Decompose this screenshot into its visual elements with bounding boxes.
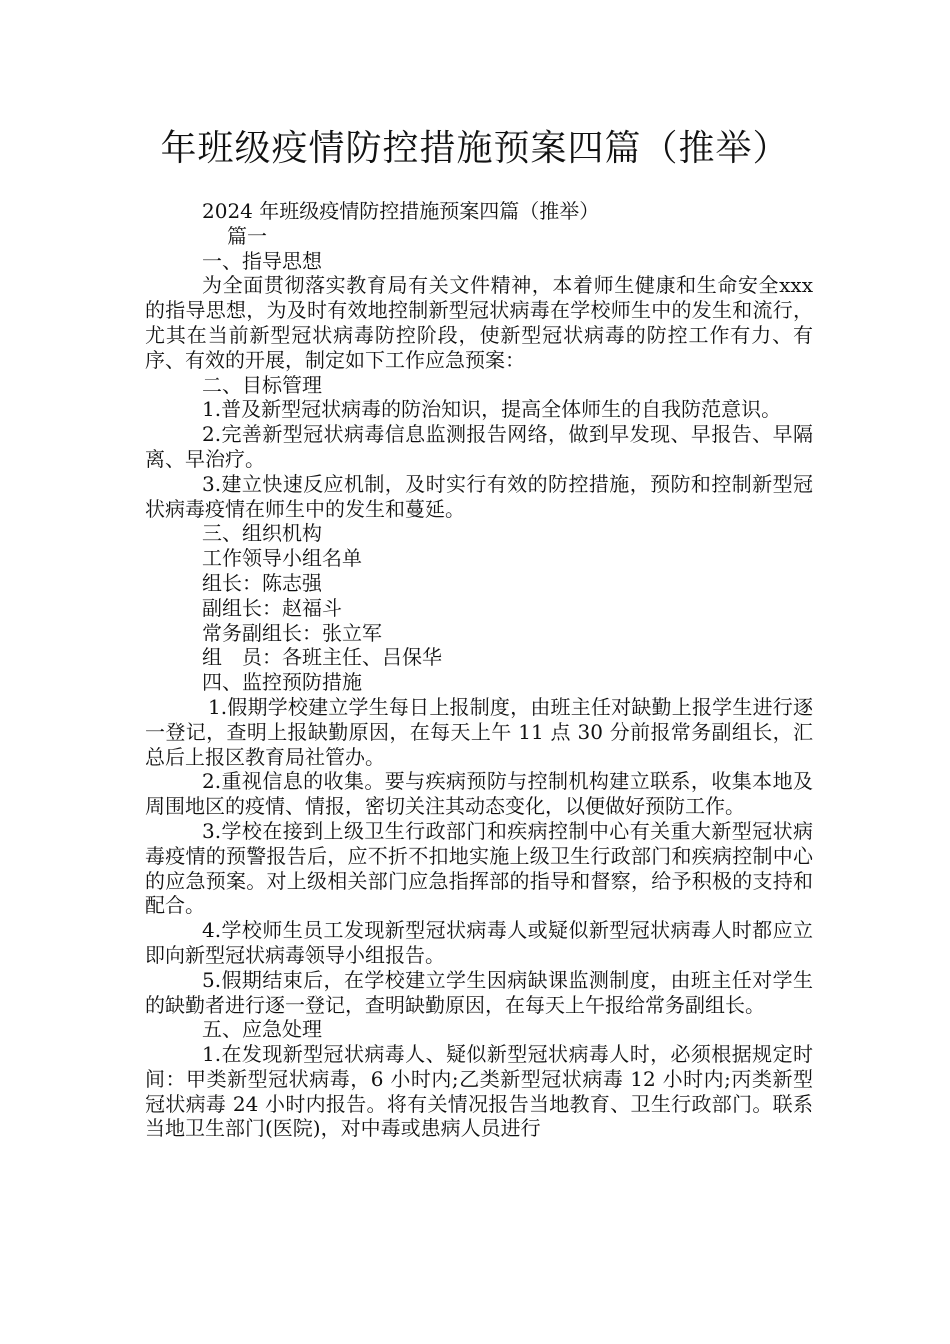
section-heading: 一、指导思想 xyxy=(202,248,322,273)
paragraph: 4.学校师生员工发现新型冠状病毒人或疑似新型冠状病毒人时都应立即向新型冠状病毒领导小组报告。 xyxy=(145,918,813,967)
paragraph: 1.普及新型冠状病毒的防治知识，提高全体师生的自我防范意识。 xyxy=(202,397,782,422)
paragraph: 3.建立快速反应机制，及时实行有效的防控措施，预防和控制新型冠状病毒疫情在师生中的发生和蔓延。 xyxy=(145,471,813,521)
section-heading: 二、目标管理 xyxy=(202,372,322,397)
document-title: 年班级疫情防控措施预案四篇（推举） xyxy=(160,128,790,169)
paragraph: 2.完善新型冠状病毒信息监测报告网络，做到早发现、早报告、早隔离、早治疗。 xyxy=(145,422,813,471)
section-heading: 三、组织机构 xyxy=(202,521,322,546)
paragraph: 为全面贯彻落实教育局有关文件精神，本着师生健康和生命安全xxx 的指导思想，为及时有效地控制新型冠状病毒在学校师生中的发生和流行，尤其在当前新型冠状病毒防控阶段，使新型冠状病毒的防控工作有力、有序、有效的开展，制定如下工作应急预案： xyxy=(145,273,813,372)
paragraph: 2.重视信息的收集。要与疾病预防与控制机构建立联系，收集本地及周围地区的疫情、情报，密切关注其动态变化，以便做好预防工作。 xyxy=(145,769,813,819)
document-body xyxy=(145,199,813,1141)
part-label: 篇一 xyxy=(227,223,267,248)
paragraph: 组 员：各班主任、吕保华 xyxy=(202,645,442,670)
paragraph: 1.在发现新型冠状病毒人、疑似新型冠状病毒人时，必须根据规定时间：甲类新型冠状病毒，6 小时内;乙类新型冠状病毒 12 小时内;丙类新型冠状病毒 24 小时内报告。将有关情况报告当地教育、卫生行政部门。联系当地卫生部门(医院)，对中毒或患病人员进行 xyxy=(145,1042,813,1141)
paragraph: 副组长：赵福斗 xyxy=(202,595,342,620)
paragraph: 3.学校在接到上级卫生行政部门和疾病控制中心有关重大新型冠状病毒疫情的预警报告后，应不折不扣地实施上级卫生行政部门和疾病控制中心的应急预案。对上级相关部门应急指挥部的指导和督察，给予积极的支持和配合。 xyxy=(145,818,813,918)
paragraph: 常务副组长：张立军 xyxy=(202,620,382,645)
section-heading: 四、监控预防措施 xyxy=(202,670,362,695)
section-heading: 五、应急处理 xyxy=(202,1017,322,1042)
paragraph: 5.假期结束后，在学校建立学生因病缺课监测制度，由班主任对学生的缺勤者进行逐一登记，查明缺勤原因，在每天上午报给常务副组长。 xyxy=(145,967,813,1017)
paragraph: 工作领导小组名单 xyxy=(202,546,362,571)
paragraph: 1.假期学校建立学生每日上报制度，由班主任对缺勤上报学生进行逐一登记，查明上报缺勤原因，在每天上午 11 点 30 分前报常务副组长，汇总后上报区教育局社管办。 xyxy=(145,694,813,769)
paragraph: 组长：陈志强 xyxy=(202,570,322,595)
document-subtitle: 2024 年班级疫情防控措施预案四篇（推举） xyxy=(202,199,600,223)
